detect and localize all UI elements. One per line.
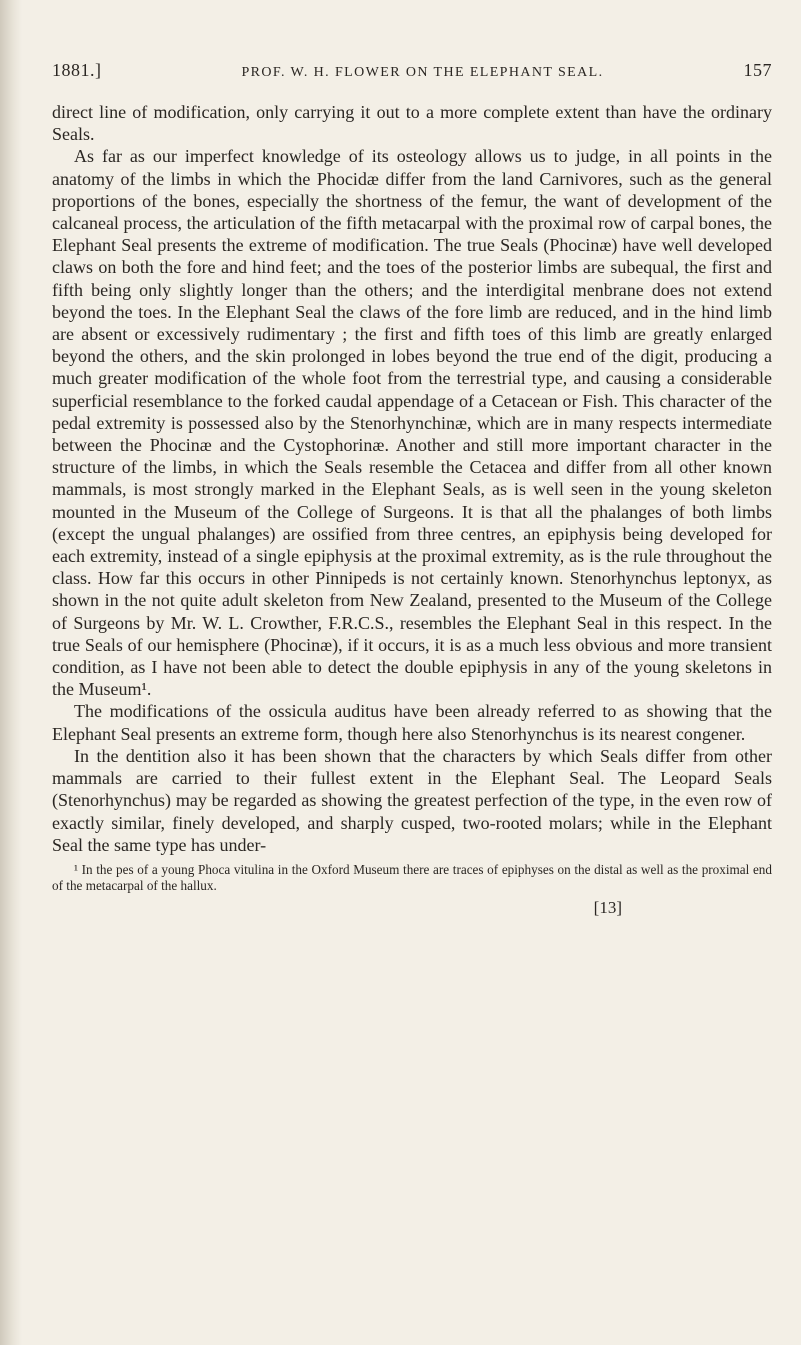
paragraph-3: The modifications of the ossicula auditus have been already referred to as showing that the Elephant Seal presents an extreme form, though here also Stenorhynchus is its nearest congener. bbox=[52, 701, 772, 744]
paragraph-1: direct line of modification, only carrying it out to a more complete extent than have the ordinary Seals. bbox=[52, 102, 772, 145]
footnote: ¹ In the pes of a young Phoca vitulina in the Oxford Museum there are traces of epiphyses on the distal as well as the proximal end of the metacarpal of the hallux. bbox=[52, 861, 772, 893]
header-year: 1881.] bbox=[52, 60, 102, 80]
paragraph-4: In the dentition also it has been shown that the characters by which Seals differ from other mammals are carried to their fullest extent in the Elephant Seal. The Leopard Seals (Stenorhynchus) may be regarded as showing the greatest perfection of the type, in the even row of exactly similar, finely developed, and sharply cusped, two-rooted molars; while in the Elephant Seal the same type has under- bbox=[52, 745, 772, 855]
signature-mark: [13] bbox=[593, 897, 622, 917]
body-text bbox=[52, 101, 772, 856]
page bbox=[52, 60, 772, 918]
running-header bbox=[52, 60, 772, 81]
paragraph-2: As far as our imperfect knowledge of its osteology allows us to judge, in all points in the anatomy of the limbs in which the Phocidæ differ from the land Carnivores, such as the general proportions of the bones, especially the shortness of the femur, the want of development of the calcaneal process, the articulation of the fifth metacarpal with the proximal row of carpal bones, the Elephant Seal presents the extreme of modification. The true Seals (Phocinæ) have well developed claws on both the fore and hind feet; and the toes of the posterior limbs are subequal, the first and fifth being only slightly longer than the others; and the interdigital menbrane does not extend beyond the toes. In the Elephant Seal the claws of the fore limb are reduced, and in the hind limb are absent or excessively rudimentary ; the first and fifth toes of this limb are greatly enlarged beyond the others, and the skin prolonged in lobes beyond the true end of the digit, producing a much greater modification of the whole foot from the terrestrial type, and causing a considerable superficial resemblance to the forked caudal appendage of a Cetacean or Fish. This character of the pedal extremity is possessed also by the Stenorhynchinæ, which are in many respects intermediate between the Phocinæ and the Cystophorinæ. Another and still more important character in the structure of the limbs, in which the Seals resemble the Cetacea and differ from all other known mammals, is most strongly marked in the Elephant Seals, as is well seen in the young skeleton mounted in the Museum of the College of Surgeons. It is that all the phalanges of both limbs (except the ungual phalanges) are ossified from three centres, an epiphysis being developed for each extremity, instead of a single epiphysis at the proximal extremity, as is the rule throughout the class. How far this occurs in other Pinnipeds is not certainly known. Stenorhynchus leptonyx, as shown in the not quite adult skeleton from New Zealand, presented to the Museum of the College of Surgeons by Mr. W. L. Crowther, F.R.C.S., resembles the Elephant Seal in this respect. In the true Seals of our hemisphere (Phocinæ), if it occurs, it is as a much less obvious and more transient condition, as I have not been able to detect the double epiphysis in any of the young skeletons in the Museum¹. bbox=[52, 146, 772, 700]
page-number: 157 bbox=[743, 60, 772, 80]
running-title: PROF. W. H. FLOWER ON THE ELEPHANT SEAL. bbox=[241, 65, 604, 80]
page-gutter-shadow bbox=[0, 0, 22, 1345]
